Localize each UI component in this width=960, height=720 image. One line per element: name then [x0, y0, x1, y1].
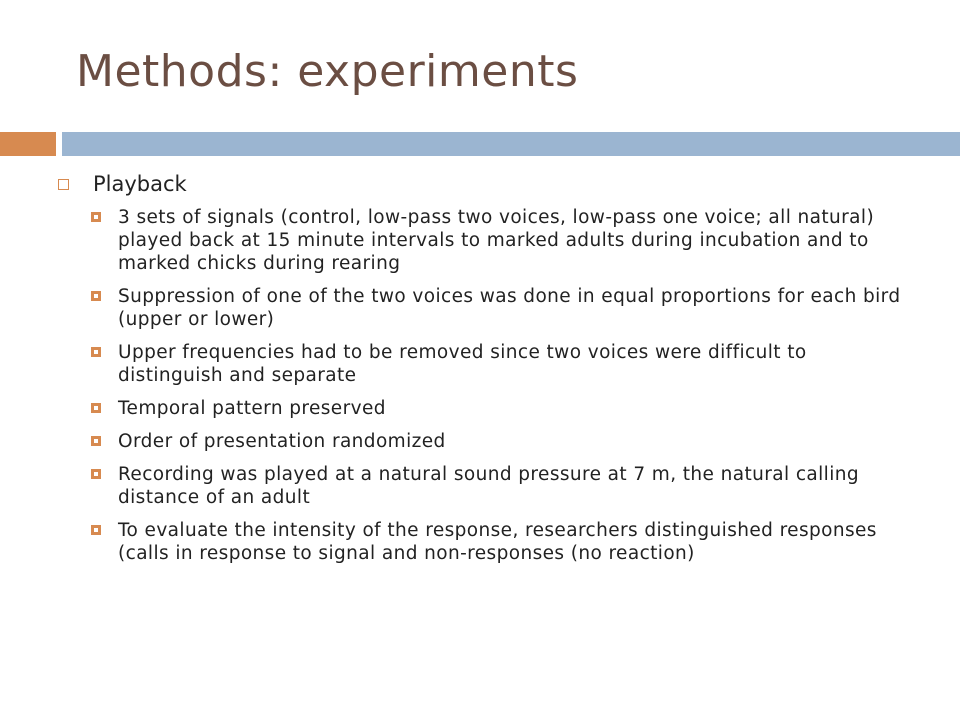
slide-content	[50, 172, 910, 575]
bullet-text: To evaluate the intensity of the response, researchers distinguished responses (calls in response to signal and non-responses (no reaction)	[118, 520, 877, 564]
square-bullet-icon	[91, 347, 101, 357]
list-item	[50, 341, 910, 387]
square-bullet-icon	[91, 469, 101, 479]
square-bullet-icon	[91, 436, 101, 446]
square-bullet-icon	[91, 291, 101, 301]
list-item	[50, 206, 910, 275]
hollow-square-bullet-icon	[58, 179, 69, 190]
bullet-text: Order of presentation randomized	[118, 431, 446, 452]
list-item	[50, 397, 910, 420]
bullet-text: Recording was played at a natural sound pressure at 7 m, the natural calling distance of an adult	[118, 464, 860, 508]
square-bullet-icon	[91, 525, 101, 535]
bullet-text: Temporal pattern preserved	[118, 398, 386, 419]
section-heading: Playback	[93, 172, 187, 196]
list-item	[50, 285, 910, 331]
section-heading-row	[50, 172, 910, 196]
bullet-list	[50, 206, 910, 565]
slide-title: Methods: experiments	[76, 46, 579, 97]
list-item	[50, 430, 910, 453]
square-bullet-icon	[91, 212, 101, 222]
bullet-text: Suppression of one of the two voices was done in equal proportions for each bird (upper or lower)	[118, 286, 901, 330]
list-item	[50, 463, 910, 509]
bullet-text: Upper frequencies had to be removed since two voices were difficult to distinguish and separate	[118, 342, 807, 386]
bullet-text: 3 sets of signals (control, low-pass two voices, low-pass one voice; all natural) played back at 15 minute intervals to marked adults during incubation and to marked chicks during rearing	[118, 207, 875, 274]
square-bullet-icon	[91, 403, 101, 413]
list-item	[50, 519, 910, 565]
header-bar	[62, 132, 960, 156]
accent-bar	[0, 132, 56, 156]
